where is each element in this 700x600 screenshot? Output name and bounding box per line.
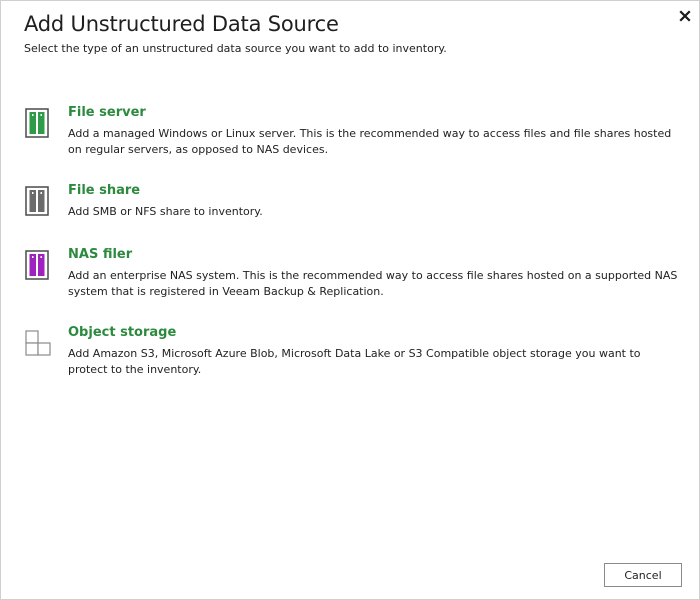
dialog-title: Add Unstructured Data Source (24, 12, 339, 36)
object-storage-icon (23, 325, 51, 359)
option-name: Object storage (68, 325, 177, 340)
file-server-icon (23, 105, 51, 139)
option-name: File share (68, 183, 141, 198)
option-name: NAS filer (68, 247, 133, 262)
option-description: Add an enterprise NAS system. This is the recommended way to access file shares hosted on a supported NAS system that is registered in Veeam Backup & Replication. (68, 269, 678, 298)
nas-filer-icon (23, 247, 51, 281)
option-description: Add SMB or NFS share to inventory. (68, 205, 263, 218)
cancel-button[interactable]: Cancel (604, 563, 682, 587)
dialog-subtitle: Select the type of an unstructured data source you want to add to inventory. (24, 42, 447, 55)
option-description: Add Amazon S3, Microsoft Azure Blob, Microsoft Data Lake or S3 Compatible object storage you want to protect to the inventory. (68, 347, 641, 376)
file-share-icon (23, 183, 51, 217)
close-button[interactable] (676, 7, 694, 25)
option-description: Add a managed Windows or Linux server. This is the recommended way to access files and file shares hosted on regular servers, as opposed to NAS devices. (68, 127, 672, 156)
option-name: File server (68, 105, 146, 120)
close-icon (676, 7, 694, 25)
